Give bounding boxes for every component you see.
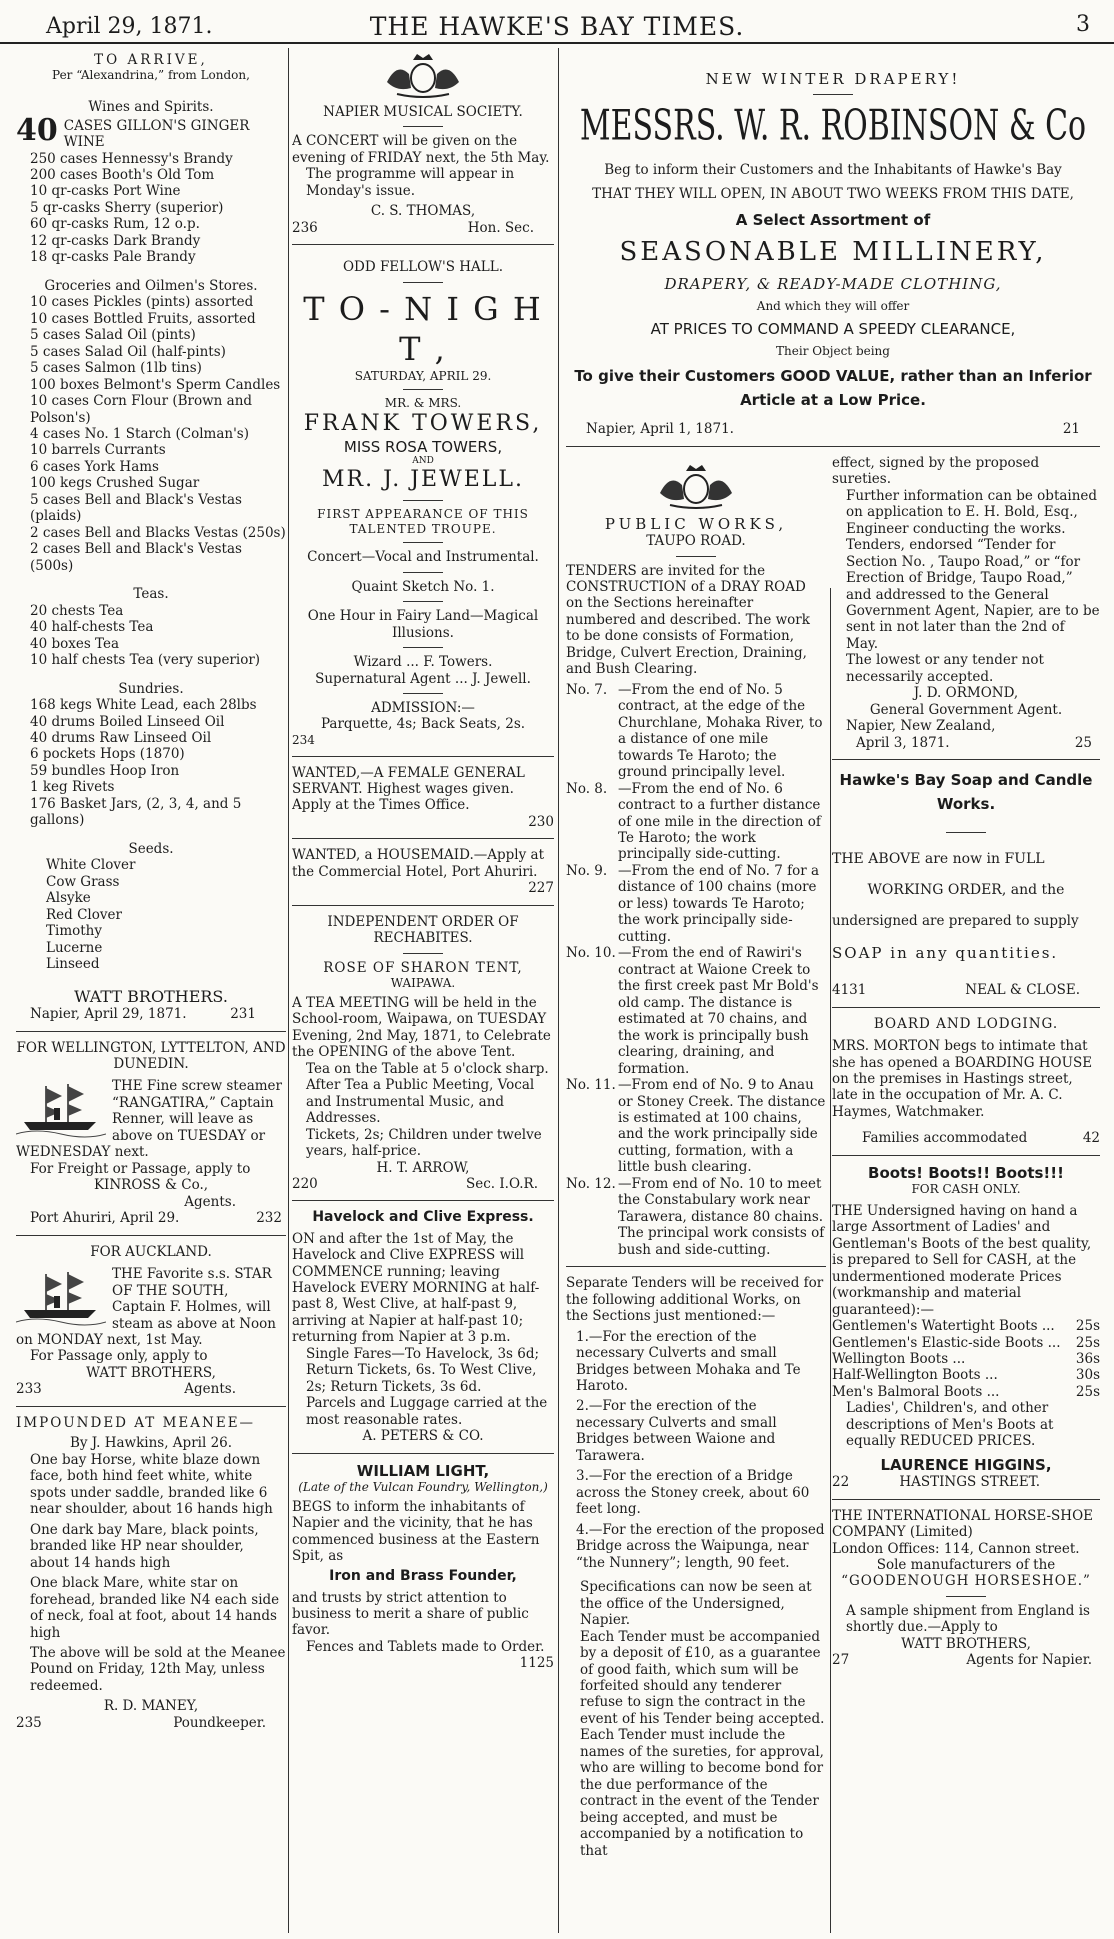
admission-heading: ADMISSION:— xyxy=(371,699,475,716)
royal-crest-icon xyxy=(383,52,463,98)
ad-line: undersigned are prepared to supply xyxy=(832,913,1079,930)
list-item: 6 pockets Hops (1870) xyxy=(30,746,185,763)
firm-name: WATT BROTHERS, xyxy=(901,1635,1031,1652)
horseshoe-ad xyxy=(832,1508,1100,1669)
ad-heading: INDEPENDENT ORDER OF RECHABITES. xyxy=(327,913,519,947)
program-line: Quaint Sketch No. 1. xyxy=(351,578,495,595)
firm-name: MESSRS. W. R. ROBINSON & Co xyxy=(579,101,1087,151)
price-row: Men's Balmoral Boots ... 25s xyxy=(832,1383,1100,1400)
list-item: 10 barrels Currants xyxy=(30,442,166,459)
ad-line: To give their Customers GOOD VALUE, rather than an Inferior xyxy=(574,366,1092,385)
boots-ad xyxy=(832,1164,1100,1491)
paragraph: A sample shipment from England is shortly due.—Apply to xyxy=(846,1602,1090,1636)
divider xyxy=(292,905,554,906)
paragraph: ON and after the 1st of May, the Havelock and Clive EXPRESS will COMMENCE running; leaving Havelock EVERY MORNING at half-past 8, West Clive, at half-past 9, arriving at Napier at half-past 10; returning from Napier at 3 p.m. xyxy=(292,1230,540,1346)
paragraph: The programme will appear in Monday's issue. xyxy=(306,166,515,199)
ad-number: 227 xyxy=(528,880,554,897)
ad-subheading: FOR CASH ONLY. xyxy=(911,1182,1021,1197)
paragraph: Specifications can now be seen at the office of the Undersigned, Napier. xyxy=(580,1579,812,1629)
list-item: 4.—For the erection of the proposed Bridge across the Waipunga, near “the Nunnery”; length, 90 feet. xyxy=(576,1521,825,1571)
paragraph: Separate Tenders will be received for the following additional Works, on the Sections just mentioned:— xyxy=(566,1275,824,1325)
sundries-list xyxy=(16,697,286,829)
ad-line: WORKING ORDER, and the xyxy=(867,882,1065,899)
ad-line: Beg to inform their Customers and the Inhabitants of Hawke's Bay xyxy=(604,161,1062,178)
list-item: No. 11. —From end of No. 9 to Anau or Stoney Creek. The distance is estimated at 100 chains, and the work principally side cutting, formation, with a little bush clearing. xyxy=(566,1077,826,1176)
apply-line: For Passage only, apply to xyxy=(30,1348,208,1365)
ad-number: 25 xyxy=(1074,734,1092,751)
wanted-housemaid-ad xyxy=(292,847,554,896)
paragraph: Tickets, 2s; Children under twelve years, half-price. xyxy=(306,1126,542,1160)
price-row: Gentlemen's Elastic-side Boots ... 25s xyxy=(832,1334,1100,1351)
divider xyxy=(403,693,443,694)
paragraph: and trusts by strict attention to business to merit a share of public favor. xyxy=(292,1589,529,1639)
paragraph: Further information can be obtained on application to E. H. Bold, Esq., Engineer conducting the works. xyxy=(846,487,1098,537)
list-item: White Clover xyxy=(46,857,136,874)
list-item: 40 half-chests Tea xyxy=(30,619,154,636)
seeds-heading: Seeds. xyxy=(128,840,174,857)
list-item: 12 qr-casks Dark Brandy xyxy=(30,232,201,249)
list-item: 59 bundles Hoop Iron xyxy=(30,762,180,779)
wines-heading: Wines and Spirits. xyxy=(88,99,214,116)
performer-prefix: MR. & MRS. xyxy=(384,396,462,411)
royal-crest-icon xyxy=(656,463,736,509)
divider xyxy=(946,832,986,833)
ad-heading: NAPIER MUSICAL SOCIETY. xyxy=(323,104,523,120)
list-item: 4 cases No. 1 Starch (Colman's) xyxy=(30,426,250,442)
ad-line: Article at a Low Price. xyxy=(740,390,926,409)
ad-heading: ODD FELLOW'S HALL. xyxy=(342,259,504,276)
divider xyxy=(946,1596,986,1597)
dateline: Port Ahuriri, April 29. xyxy=(30,1210,180,1227)
divider xyxy=(813,94,853,95)
divider xyxy=(292,838,554,839)
divider xyxy=(403,542,443,543)
arrive-heading: TO ARRIVE, xyxy=(94,52,208,68)
signature-role: Poundkeeper. xyxy=(173,1714,266,1731)
list-item: 176 Basket Jars, (2, 3, 4, and 5 gallons) xyxy=(30,795,242,829)
firm-name: LAURENCE HIGGINS, xyxy=(880,1455,1052,1474)
paragraph: effect, signed by the proposed sureties. xyxy=(832,454,1040,488)
price-row: Gentlemen's Watertight Boots ... 25s xyxy=(832,1318,1100,1335)
paragraph: One black Mare, white star on forehead, branded like N4 each side of neck, foal at foot, about 14 hands high xyxy=(30,1575,280,1641)
masthead-title: THE HAWKE'S BAY TIMES. xyxy=(369,12,745,41)
program-line: One Hour in Fairy Land—Magical Illusions. xyxy=(307,608,539,641)
column-1 xyxy=(16,52,286,1731)
ad-heading: THE INTERNATIONAL HORSE-SHOE COMPANY (Limited) xyxy=(832,1507,1094,1541)
list-item: 5 cases Salmon (1lb tins) xyxy=(30,360,202,377)
divider xyxy=(403,500,443,501)
ad-heading: FOR WELLINGTON, LYTTELTON, AND DUNEDIN. xyxy=(16,1039,286,1072)
column-3 xyxy=(566,52,1100,1859)
signature: A. PETERS & CO. xyxy=(362,1428,484,1445)
price-list xyxy=(832,1318,1100,1400)
ad-line: London Offices: 114, Cannon street. xyxy=(832,1540,1080,1557)
list-item: Red Clover xyxy=(46,906,122,923)
light-ad xyxy=(292,1462,554,1672)
brand-name: “GOODENOUGH HORSESHOE.” xyxy=(841,1573,1091,1590)
paragraph: BEGS to inform the inhabitants of Napier and the vicinity, that he has commenced business at the Eastern Spit, as xyxy=(292,1498,540,1564)
list-item: No. 12. —From end of No. 10 to meet the Constabulary work near Tarawera, distance 80 chains. The principal work consists of bush and side-cutting. xyxy=(566,1175,825,1258)
paragraph: TENDERS are invited for the CONSTRUCTION of a DRAY ROAD on the Sections hereinafter numbered and described. The work to be done consists of Formation, Bridge, Culvert Erection, Draining, and Bush Clearing. xyxy=(566,562,810,678)
divider xyxy=(676,556,716,557)
divider xyxy=(403,647,443,648)
divider xyxy=(403,389,443,390)
list-item: 20 chests Tea xyxy=(30,602,124,619)
first-appearance: FIRST APPEARANCE OF THIS TALENTED TROUPE. xyxy=(317,506,529,536)
list-item: No. 9. —From the end of No. 7 for a distance of 100 chains (more or less) towards Te Haroto; the work principally side-cutting. xyxy=(566,862,820,945)
list-item: 2 cases Bell and Black's Vestas (500s) xyxy=(30,541,242,574)
ad-number: 231 xyxy=(230,1006,256,1023)
ad-number: 220 xyxy=(292,1176,318,1193)
paragraph: The lowest or any tender not necessarily accepted. xyxy=(846,652,1044,685)
performer-name: FRANK TOWERS, xyxy=(303,411,543,436)
signature: J. D. ORMOND, xyxy=(913,685,1019,702)
column-2 xyxy=(292,52,554,1672)
divider xyxy=(292,244,554,245)
price-row: Wellington Boots ... 36s xyxy=(832,1351,1100,1367)
list-item: Cow Grass xyxy=(46,873,120,890)
divider xyxy=(16,1235,286,1236)
paragraph: A CONCERT will be given on the evening of FRIDAY next, the 5th May. xyxy=(292,133,550,166)
ad-number: 4131 xyxy=(832,982,867,999)
paragraph: Single Fares—To Havelock, 3s 6d; Return Tickets, 6s. To West Clive, 2s; Return Tickets, 3s 6d. xyxy=(306,1345,540,1395)
list-item: 40 boxes Tea xyxy=(30,635,120,652)
signature: C. S. THOMAS, xyxy=(370,203,476,220)
arrive-ad xyxy=(16,52,286,1023)
auckland-ad xyxy=(16,1244,286,1398)
tent-name: ROSE OF SHARON TENT, xyxy=(323,959,523,976)
contract-list xyxy=(566,682,826,1258)
list-item: 250 cases Hennessy's Brandy xyxy=(30,150,233,167)
teas-list xyxy=(16,603,286,669)
dateline: April 3, 1871. xyxy=(856,734,950,751)
express-ad xyxy=(292,1209,554,1444)
performance-date: SATURDAY, APRIL 29. xyxy=(354,368,492,383)
list-item: No. 10. —From the end of Rawiri's contract at Waione Creek to the first creek past Mr Bold's old camp. The distance is estimated at 70 chains, and the work is principally bush clearing, draining, and formation. xyxy=(566,945,819,1077)
list-item: 5 cases Bell and Black's Vestas (plaids) xyxy=(30,491,242,525)
divider xyxy=(403,953,443,954)
ad-subheading: TAUPO ROAD. xyxy=(646,533,746,550)
list-item: Linseed xyxy=(46,956,100,973)
paragraph: One dark bay Mare, black points, branded like HP near shoulder, about 14 hands high xyxy=(30,1521,259,1571)
ad-number: 42 xyxy=(1082,1130,1100,1147)
list-item: 100 boxes Belmont's Sperm Candles xyxy=(30,376,281,393)
ad-body: WANTED, a HOUSEMAID.—Apply at the Commercial Hotel, Port Ahuriri. xyxy=(292,847,544,880)
ad-heading: Boots! Boots!! Boots!!! xyxy=(868,1163,1064,1182)
dateline: Napier, April 1, 1871. xyxy=(586,421,734,438)
paragraph: A TEA MEETING will be held in the School-room, Waipawa, on TUESDAY Evening, 2nd May, 1871, to Celebrate the OPENING of the above Tent. xyxy=(292,994,551,1061)
ad-subheading: (Late of the Vulcan Foundry, Wellington,) xyxy=(298,1479,548,1494)
list-item: 10 qr-casks Port Wine xyxy=(30,183,181,200)
street-address: HASTINGS STREET. xyxy=(899,1474,1040,1491)
ad-line: THE ABOVE are now in FULL xyxy=(832,851,1045,868)
list-item: Lucerne xyxy=(46,939,103,956)
groceries-list xyxy=(16,294,286,574)
admission-prices: Parquette, 4s; Back Seats, 2s. xyxy=(320,716,526,733)
conjunction: AND xyxy=(412,456,434,467)
ad-body: WANTED,—A FEMALE GENERAL SERVANT. Highest wages given. Apply at the Times Office. xyxy=(292,764,525,814)
robinson-ad xyxy=(566,70,1100,438)
column-rule xyxy=(288,48,289,1933)
ad-body: MRS. MORTON begs to intimate that she has opened a BOARDING HOUSE on the premises in Hastings street, late in the occupation of Mr. A. C. Haymes, Watchmaker. xyxy=(832,1038,1093,1120)
groceries-heading: Groceries and Oilmen's Stores. xyxy=(44,277,258,294)
page-number: 3 xyxy=(1076,12,1090,37)
column-rule xyxy=(558,48,559,1933)
paragraph: Each Tender must include the names of the sureties, for approval, who are willing to become bond for the due performance of the contract in the event of the Tender being accepted, and must be accompanied by a notification to that xyxy=(580,1727,824,1859)
list-item: 40 drums Raw Linseed Oil xyxy=(30,729,212,746)
ginger-wine: CASES GILLON'S GINGER WINE xyxy=(63,117,250,151)
musical-ad xyxy=(292,52,554,236)
board-ad xyxy=(832,1016,1100,1147)
agent-name: WATT BROTHERS, xyxy=(86,1364,216,1381)
list-item: 10 half chests Tea (very superior) xyxy=(30,652,261,669)
big-number: 40 xyxy=(16,112,58,148)
signature-role: Hon. Sec. xyxy=(467,219,534,236)
ad-line: Families accommodated xyxy=(862,1130,1028,1147)
divider xyxy=(403,126,443,127)
signature-role: Sec. I.O.R. xyxy=(465,1176,538,1193)
list-item: Timothy xyxy=(46,923,102,940)
ad-heading: BOARD AND LODGING. xyxy=(873,1015,1059,1032)
millinery-headline: SEASONABLE MILLINERY, xyxy=(619,237,1047,268)
paragraph: Each Tender must be accompanied by a deposit of £10, as a guarantee of good faith, which sum will be forfeited should any tenderer refuse to sign the contract in the event of his Tender being accepted. xyxy=(580,1628,825,1727)
list-item: 40 drums Boiled Linseed Oil xyxy=(30,713,225,730)
ad-number: 232 xyxy=(256,1210,282,1227)
divider xyxy=(403,282,443,283)
paragraph: Parcels and Luggage carried at the most reasonable rates. xyxy=(306,1395,548,1428)
ad-number: 22 xyxy=(832,1474,850,1491)
divider xyxy=(292,756,554,757)
ad-heading: WILLIAM LIGHT, xyxy=(356,1461,490,1480)
list-item: 2 cases Bell and Blacks Vestas (250s) xyxy=(30,524,286,541)
paragraph: Ladies', Children's, and other descriptions of Men's Boots at equally REDUCED PRICES. xyxy=(846,1400,1054,1450)
agent-name: KINROSS & Co., xyxy=(93,1177,209,1194)
trade-heading: Iron and Brass Founder, xyxy=(329,1568,517,1585)
additional-works-list xyxy=(566,1329,826,1572)
signature: H. T. ARROW, xyxy=(376,1159,470,1176)
ad-number: 27 xyxy=(832,1652,850,1669)
ad-body: THE Favorite s.s. STAR OF THE SOUTH, Captain F. Holmes, will steam as above at Noon on MONDAY next, 1st May. xyxy=(16,1266,277,1349)
ship-icon xyxy=(16,1266,106,1326)
cast-line: Supernatural Agent ... J. Jewell. xyxy=(315,670,531,687)
ad-line: And which they will offer xyxy=(756,299,910,314)
ad-heading: Hawke's Bay Soap and Candle Works. xyxy=(839,771,1093,814)
sundries-heading: Sundries. xyxy=(118,680,184,697)
ad-line: Sole manufacturers of the xyxy=(876,1556,1056,1573)
ad-heading: FOR AUCKLAND. xyxy=(90,1243,212,1260)
divider xyxy=(16,1406,286,1407)
column-3-right xyxy=(832,455,1100,1859)
list-item: 10 cases Pickles (pints) assorted xyxy=(30,294,254,311)
paragraph: One bay Horse, white blaze down face, both hind feet white, white spots under saddle, branded like 6 near shoulder, about 16 hands high xyxy=(30,1451,273,1518)
ad-number: 21 xyxy=(1062,421,1080,438)
arrive-subheading: Per “Alexandrina,” from London, xyxy=(52,68,250,83)
list-item: Alsyke xyxy=(46,890,91,907)
wines-list xyxy=(16,151,286,266)
divider xyxy=(832,1155,1100,1156)
public-works-continued xyxy=(832,455,1100,751)
list-item: 1.—For the erection of the necessary Culverts and small Bridges between Mohaka and Te Haroto. xyxy=(576,1328,801,1395)
ad-line: DRAPERY, & READY-MADE CLOTHING, xyxy=(664,274,1002,293)
list-item: 3.—For the erection of a Bridge across the Stoney creek, about 60 feet long. xyxy=(576,1468,810,1518)
list-item: 100 kegs Crushed Sugar xyxy=(30,475,200,492)
signature-role: General Government Agent. xyxy=(869,701,1063,718)
divider xyxy=(566,446,1100,447)
list-item: No. 7. —From the end of No. 5 contract, at the edge of the Churchlane, Mohaka River, to a distance of one mile towards Te Haroto; the ground principally level. xyxy=(566,681,823,781)
wanted-servant-ad xyxy=(292,765,554,831)
list-item: 2.—For the erection of the necessary Culverts and small Bridges between Waione and Tarawera. xyxy=(576,1398,777,1464)
teas-heading: Teas. xyxy=(133,586,169,603)
list-item: 10 cases Bottled Fruits, assorted xyxy=(30,310,256,327)
ad-number: 235 xyxy=(16,1714,42,1731)
list-item: 5 cases Salad Oil (pints) xyxy=(30,327,196,344)
place-name: WAIPAWA. xyxy=(390,976,456,991)
list-item: 168 kegs White Lead, each 28lbs xyxy=(30,697,257,714)
soap-ad xyxy=(832,768,1100,998)
rangatira-ad xyxy=(16,1040,286,1227)
dateline: Napier, April 29, 1871. xyxy=(30,1006,187,1023)
list-item: 18 qr-casks Pale Brandy xyxy=(30,249,196,266)
ad-number: 236 xyxy=(292,219,318,236)
ad-line: THAT THEY WILL OPEN, IN ABOUT TWO WEEKS FROM THIS DATE, xyxy=(592,186,1074,203)
ship-icon xyxy=(16,1078,106,1138)
paragraph: Fences and Tablets made to Order. xyxy=(306,1638,545,1655)
divider xyxy=(292,1453,554,1454)
ad-number: 234 xyxy=(292,732,315,747)
ad-heading: NEW WINTER DRAPERY! xyxy=(705,70,961,88)
performer-name: MR. J. JEWELL. xyxy=(322,467,524,493)
divider xyxy=(832,1007,1100,1008)
paragraph: Tenders, endorsed “Tender for Section No. , Taupo Road,” or “for Erection of Bridge, Taupo Road,” and addressed to the General Government Agent, Napier, are to be sent in not later than the 2nd of May. xyxy=(846,537,1100,652)
agents-label: Agents. xyxy=(184,1193,236,1210)
list-item: 6 cases York Hams xyxy=(30,458,159,475)
list-item: 60 qr-casks Rum, 12 o.p. xyxy=(30,216,200,233)
ad-number: 1125 xyxy=(519,1655,554,1672)
cast-line: Wizard ... F. Towers. xyxy=(353,654,493,671)
list-item: 5 qr-casks Sherry (superior) xyxy=(30,199,224,216)
ad-body: THE Undersigned having on hand a large Assortment of Ladies' and Gentleman's Boots of the best quality, is prepared to Sell for CASH, at the undermentioned moderate Prices (workmanship and material guaranteed):— xyxy=(832,1202,1092,1318)
divider xyxy=(292,1200,554,1201)
performer-name: MISS ROSA TOWERS, xyxy=(343,437,503,456)
apply-line: For Freight or Passage, apply to xyxy=(30,1160,251,1177)
divider xyxy=(403,601,443,602)
paragraph: Tea on the Table at 5 o'clock sharp. After Tea a Public Meeting, Vocal and Instrumental Music, and Addresses. xyxy=(306,1060,549,1127)
seeds-list xyxy=(16,857,286,972)
dateline: Napier, New Zealand, xyxy=(846,718,996,735)
masthead-date: April 29, 1871. xyxy=(46,14,213,39)
signature-role: Agents for Napier. xyxy=(966,1652,1092,1669)
oddfellows-ad xyxy=(292,259,554,747)
divider xyxy=(566,1266,826,1267)
divider xyxy=(832,1499,1100,1500)
divider xyxy=(403,572,443,573)
ad-heading: Havelock and Clive Express. xyxy=(312,1209,534,1226)
ad-line: Their Object being xyxy=(776,344,890,359)
ad-heading: PUBLIC WORKS, xyxy=(604,514,788,533)
ad-line: SOAP in any quantities. xyxy=(832,943,1059,962)
ad-number: 233 xyxy=(16,1381,42,1398)
public-works-ad xyxy=(566,455,826,1859)
firm-name: NEAL & CLOSE. xyxy=(965,982,1080,999)
tonight-headline: T O - N I G H T , xyxy=(303,289,543,368)
divider xyxy=(832,759,1100,760)
rechabites-ad xyxy=(292,914,554,1193)
list-item: 5 cases Salad Oil (half-pints) xyxy=(30,343,226,360)
list-item: 200 cases Booth's Old Tom xyxy=(30,166,215,183)
divider xyxy=(16,1031,286,1032)
ad-line: AT PRICES TO COMMAND A SPEEDY CLEARANCE, xyxy=(650,319,1016,338)
paragraph: The above will be sold at the Meanee Pound on Friday, 12th May, unless redeemed. xyxy=(30,1644,286,1694)
byline: By J. Hawkins, April 26. xyxy=(69,1435,233,1452)
ad-line: A Select Assortment of xyxy=(735,210,931,229)
list-item: No. 8. —From the end of No. 6 contract to a further distance of one mile in the direction of Te Haroto; the work principally side-cutting. xyxy=(566,780,821,863)
impound-ad xyxy=(16,1415,286,1731)
program-line: Concert—Vocal and Instrumental. xyxy=(307,549,539,566)
price-row: Half-Wellington Boots ... 30s xyxy=(832,1367,1100,1384)
firm-name: WATT BROTHERS. xyxy=(74,986,228,1006)
signature: R. D. MANEY, xyxy=(103,1698,199,1715)
masthead xyxy=(0,0,1114,44)
list-item: 1 keg Rivets xyxy=(30,779,115,796)
ad-number: 230 xyxy=(528,813,554,830)
list-item: 10 cases Corn Flour (Brown and Polson's) xyxy=(30,393,253,426)
agents-label: Agents. xyxy=(184,1381,236,1398)
ad-heading: IMPOUNDED AT MEANEE— xyxy=(16,1414,256,1431)
ad-body: THE Fine screw steamer “RANGATIRA,” Captain Renner, will leave as above on TUESDAY or WEDNESDAY next. xyxy=(16,1078,282,1161)
